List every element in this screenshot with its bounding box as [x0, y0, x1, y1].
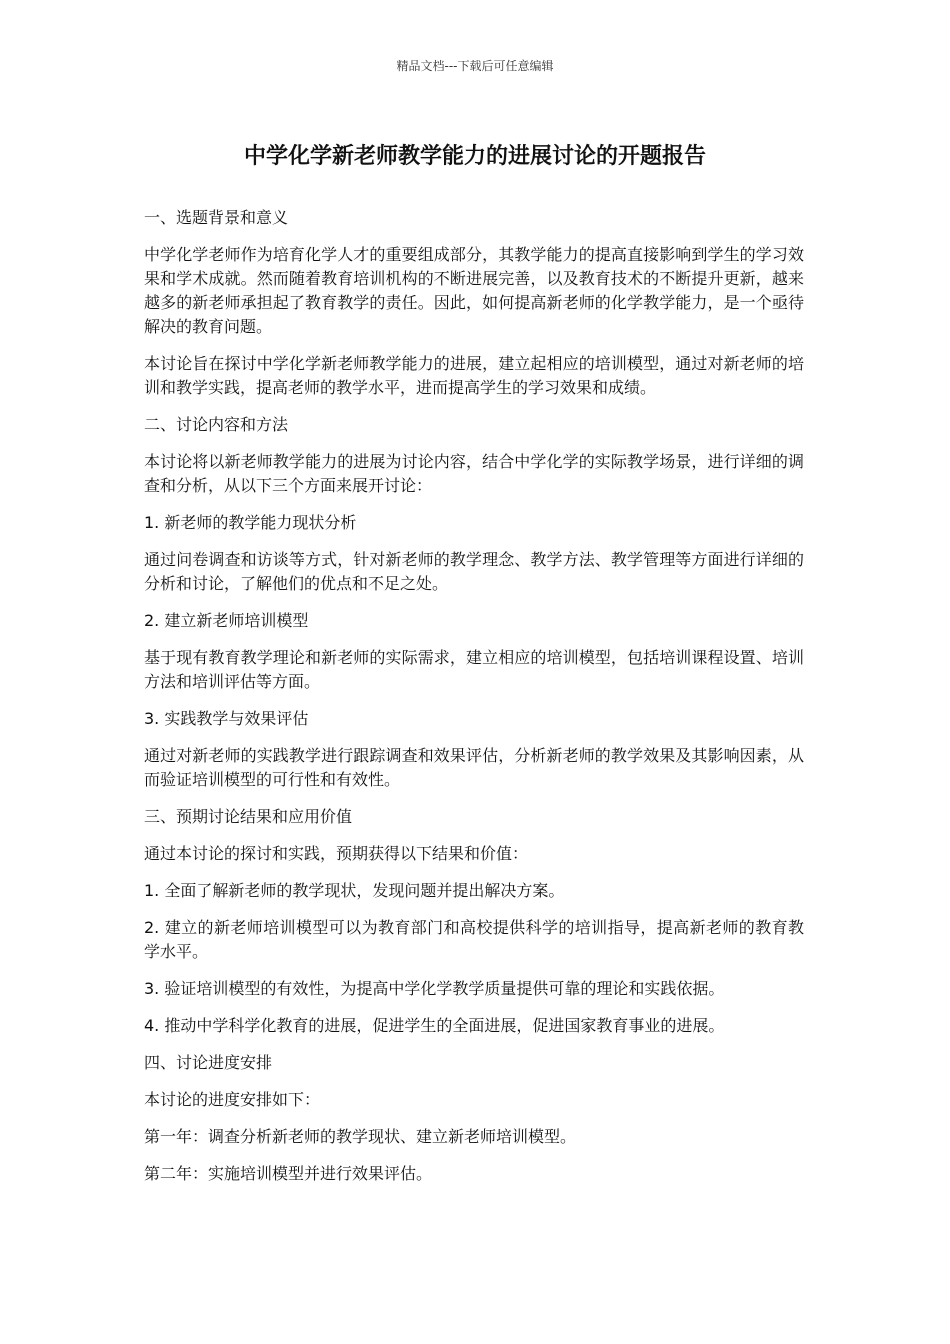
document-body	[144, 206, 804, 1199]
section-heading-schedule: 四、讨论进度安排	[144, 1053, 273, 1072]
section-heading-content-method: 二、讨论内容和方法	[144, 415, 289, 434]
body-paragraph: 本讨论的进度安排如下：	[144, 1090, 321, 1109]
schedule-item: 第一年：调查分析新老师的教学现状、建立新老师培训模型。	[144, 1127, 577, 1146]
list-item: 1. 全面了解新老师的教学现状，发现问题并提出解决方案。	[144, 881, 565, 900]
body-paragraph: 本讨论旨在探讨中学化学新老师教学能力的进展，建立起相应的培训模型，通过对新老师的培训和教学实践，提高老师的教学水平，进而提高学生的学习效果和成绩。	[144, 354, 804, 397]
document-title: 中学化学新老师教学能力的进展讨论的开题报告	[243, 144, 706, 169]
list-item-heading: 3. 实践教学与效果评估	[144, 709, 309, 728]
body-paragraph: 中学化学老师作为培育化学人才的重要组成部分，其教学能力的提高直接影响到学生的学习效果和学术成就。然而随着教育培训机构的不断进展完善，以及教育技术的不断提升更新，越来越多的新老师承担起了教育教学的责任。因此，如何提高新老师的化学教学能力，是一个亟待解决的教育问题。	[144, 245, 804, 336]
body-paragraph: 本讨论将以新老师教学能力的进展为讨论内容，结合中学化学的实际教学场景，进行详细的调查和分析，从以下三个方面来展开讨论：	[144, 452, 804, 495]
list-item-heading: 2. 建立新老师培训模型	[144, 611, 309, 630]
body-paragraph: 通过对新老师的实践教学进行跟踪调查和效果评估，分析新老师的教学效果及其影响因素，从而验证培训模型的可行性和有效性。	[144, 746, 804, 789]
list-item: 2. 建立的新老师培训模型可以为教育部门和高校提供科学的培训指导，提高新老师的教育教学水平。	[144, 918, 804, 961]
list-item-heading: 1. 新老师的教学能力现状分析	[144, 513, 357, 532]
page-header-note: 精品文档---下载后可任意编辑	[396, 59, 554, 73]
body-paragraph: 通过本讨论的探讨和实践，预期获得以下结果和价值：	[144, 844, 529, 863]
schedule-item: 第二年：实施培训模型并进行效果评估。	[144, 1164, 433, 1183]
section-heading-expected-results: 三、预期讨论结果和应用价值	[144, 807, 353, 826]
body-paragraph: 基于现有教育教学理论和新老师的实际需求，建立相应的培训模型，包括培训课程设置、培训方法和培训评估等方面。	[144, 648, 804, 691]
body-paragraph: 通过问卷调查和访谈等方式，针对新老师的教学理念、教学方法、教学管理等方面进行详细的分析和讨论，了解他们的优点和不足之处。	[144, 550, 804, 593]
section-heading-background: 一、选题背景和意义	[144, 208, 289, 227]
list-item: 3. 验证培训模型的有效性，为提高中学化学教学质量提供可靠的理论和实践依据。	[144, 979, 725, 998]
list-item: 4. 推动中学科学化教育的进展，促进学生的全面进展，促进国家教育事业的进展。	[144, 1016, 725, 1035]
